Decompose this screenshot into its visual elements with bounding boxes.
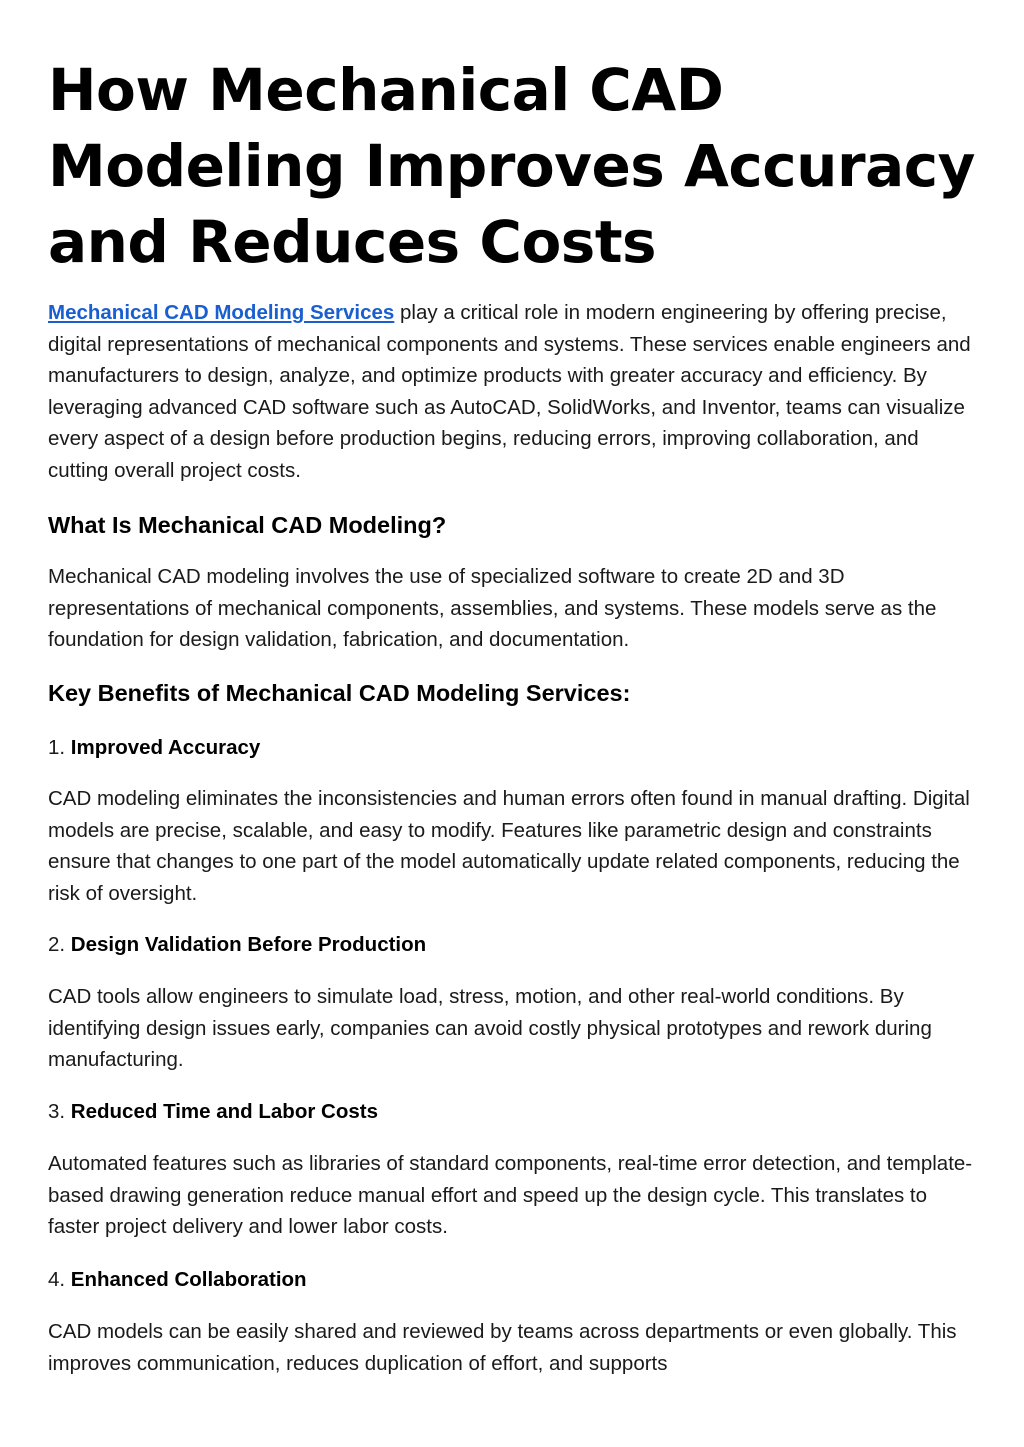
benefit-2-title xyxy=(48,930,426,960)
benefit-3-paragraph: Automated features such as libraries of standard components, real-time error detection, and template-based drawing generation reduce manual effort and speed up the design cycle. This translates to faster project delivery and lower labor costs. xyxy=(48,1152,973,1238)
benefit-1-label: Improved Accuracy xyxy=(70,736,261,759)
benefit-3-number: 3. xyxy=(48,1100,71,1123)
benefit-4-number: 4. xyxy=(48,1268,71,1291)
benefit-4-title xyxy=(48,1265,307,1295)
what-is-heading: What Is Mechanical CAD Modeling? xyxy=(48,512,447,538)
page-title: How Mechanical CAD Modeling Improves Accuracy and Reduces Costs xyxy=(48,56,975,276)
benefit-4-label: Enhanced Collaboration xyxy=(70,1268,307,1291)
key-benefits-heading: Key Benefits of Mechanical CAD Modeling Services: xyxy=(48,680,631,706)
benefit-2-paragraph: CAD tools allow engineers to simulate load, stress, motion, and other real-world conditions. By identifying design issues early, companies can avoid costly physical prototypes and rework during manufacturing. xyxy=(48,985,932,1071)
benefit-3-title xyxy=(48,1097,378,1127)
benefit-2-label: Design Validation Before Production xyxy=(70,933,427,956)
benefit-4-paragraph: CAD models can be easily shared and reviewed by teams across departments or even globally. This improves communication, reduces duplication of effort, and supports xyxy=(48,1320,957,1375)
what-is-paragraph: Mechanical CAD modeling involves the use of specialized software to create 2D and 3D representations of mechanical components, assemblies, and systems. These models serve as the foundation for design validation, fabrication, and documentation. xyxy=(48,565,937,651)
benefit-1-title xyxy=(48,733,260,763)
mechanical-cad-services-link[interactable]: Mechanical CAD Modeling Services xyxy=(48,301,395,324)
intro-text: play a critical role in modern engineering by offering precise, digital representations of mechanical components and systems. These services enable engineers and manufacturers to design, analyze, and optimize products with greater accuracy and efficiency. By leveraging advanced CAD software such as AutoCAD, SolidWorks, and Inventor, teams can visualize every aspect of a design before production begins, reducing errors, improving collaboration, and cutting overall project costs. xyxy=(48,301,971,482)
benefit-1-number: 1. xyxy=(48,736,71,759)
benefit-2-number: 2. xyxy=(48,933,71,956)
benefit-1-paragraph: CAD modeling eliminates the inconsistencies and human errors often found in manual drafting. Digital models are precise, scalable, and easy to modify. Features like parametric design and constraints ensure that changes to one part of the model automatically update related components, reducing the risk of oversight. xyxy=(48,787,970,905)
benefit-3-label: Reduced Time and Labor Costs xyxy=(70,1100,378,1123)
intro-paragraph xyxy=(48,297,983,486)
